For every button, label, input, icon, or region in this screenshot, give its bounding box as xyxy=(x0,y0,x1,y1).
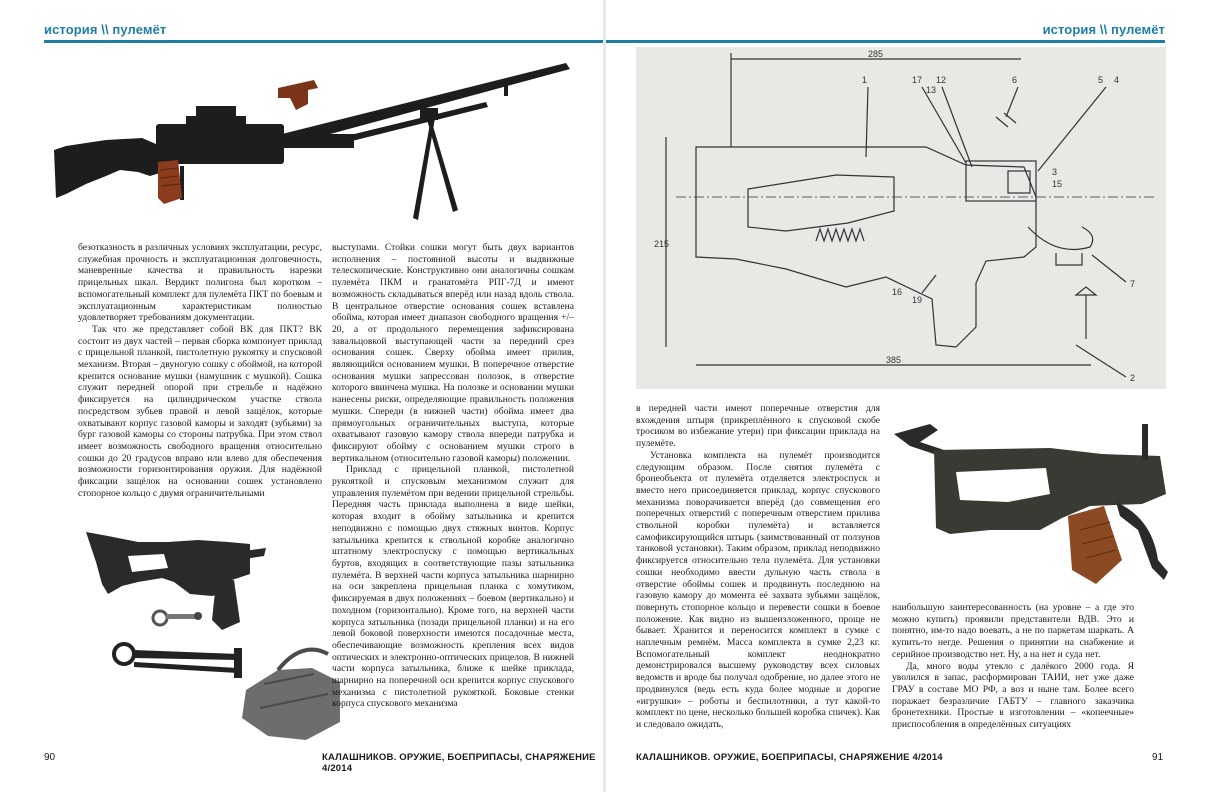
drawing-label: 12 xyxy=(936,75,947,85)
drawing-label: 6 xyxy=(1012,75,1018,85)
paragraph: Установка комплекта на пулемёт производится следующим образом. После снятия пулемёта с бронеобъекта от пулемёта отделяется электроспуск и вместо него присоединяется приклад, корпус спускового механизма поворачивается вперёд (до совмещения его поперечных отверстий с поперечным отверстием прилива ствольной коробки пулемёта) и вставляется самофиксирующийся штырь (заимствованный от ползунов танковой установки). Таким образом, приклад неподвижно фиксируется относительно тела пулемёта. Для установки сошки необходимо ввести дульную часть ствола в отверстие обоймы сошек и продвинуть последнюю на газовую камору до момента её захвата зубьями защёлок, повернуть стопорное кольцо и перевести сошки в боевое положение. Как видно из вышеизложенного, проще не бывает. Хранится и переносится комплект в сумке с наплечным ремнём. Масса комплекта в сумке 2,23 кг. Вспомогательный комплект неоднократно демонстрировался высшему руководству всех силовых ведомств и вроде бы получал одобрение, но далее этого не продвинулся (ведь есть куда более модные и дорогие «игрушки» – роботы и беспилотники, а тут какой-то комплект по цене, несколько большей коробка спичек). Как и следовало ожидать, xyxy=(636,449,880,730)
rubric-right: история \\ пулемёт xyxy=(1042,22,1165,37)
drawing-label: 4 xyxy=(1114,75,1120,85)
rubric-left: история \\ пулемёт xyxy=(44,22,167,37)
left-page xyxy=(0,0,603,792)
paragraph: в передней части имеют поперечные отверстия для вхождения штыря (прикреплённого к спусковой скобе тросиком во избежание утери) при фиксации приклада на пулемёте. xyxy=(636,403,880,450)
drawing-label: 13 xyxy=(926,85,937,95)
drawing-label: 3 xyxy=(1052,167,1058,177)
left-column-2 xyxy=(332,242,574,748)
drawing-label: 5 xyxy=(1098,75,1104,85)
header-rule xyxy=(44,40,603,43)
right-column-2 xyxy=(892,602,1134,748)
right-page xyxy=(606,0,1209,792)
drawing-label: 17 xyxy=(912,75,923,85)
drawing-label: 2 xyxy=(1130,373,1136,383)
header-rule xyxy=(606,40,1165,43)
kit-components-photo xyxy=(78,522,348,744)
drawing-label: 7 xyxy=(1130,279,1136,289)
footer-magazine-title-left: КАЛАШНИКОВ. ОРУЖИЕ, БОЕПРИПАСЫ, СНАРЯЖЕНИЕ 4/2014 xyxy=(322,752,596,774)
paragraph: наибольшую заинтересованность (на уровне – а где это можно купить) проявили представители ВДВ. Это и понятно, им-то надо воевать, а не по паркетам шаркать. А купить-то негде. Решения о принятии на снабжение и серийное производство нет. Ну, а на нет и суда нет. xyxy=(892,602,1134,660)
paragraph: Да, много воды утекло с далёкого 2000 года. Я уволился в запас, расформирован ТАИИ, нет уже даже ГРАУ в составе МО РФ, а воз и ныне там. Более всего поражает безразличие ГАБТУ – главного заказчика бронетехники. Простые в изготовлении – «копеечные» приспособления в определённых ситуациях xyxy=(892,660,1134,731)
paragraph: безотказность в различных условиях эксплуатации, ресурс, служебная прочность и эксплуатационная долговечность, маневренные качества и правильность нарезки прицельных шкал. Вердикт полигона был коротком – вспомогательный комплект для пулемёта ПКТ по боевым и эксплуатационным характеристикам полностью удовлетворяет требованиям документации. xyxy=(78,242,322,324)
paragraph: Так что же представляет собой ВК для ПКТ? ВК состоит из двух частей – первая сборка компонует приклад с прицельной планкой, пистолетную рукоятку и спусковой механизм. Вторая – двуногую сошку с обоймой, на которой крепится основание мушки (намушник с мушкой). Сошка служит передней опорой при стрельбе и надёжно фиксируется на цилиндрическом участке ствола посредством зубьев правой и левой защёлок, которые охватывают корпус газовой каморы и заходят (зубьями) за бург газовой каморы со стороны патрубка. При этом ствол имеет возможность свободного вращения относительно сошки до 20 градусов вправо или влево для обеспечения возможности горизонтирования оружия. Для надёжной фиксации защёлок на основании сошек установлено стопорное кольцо с двумя ограничительными xyxy=(78,323,322,499)
stock-technical-drawing xyxy=(636,47,1166,389)
paragraph: выступами. Стойки сошки могут быть двух вариантов исполнения – постоянной высоты и выдвижные телескопические. Конструктивно они аналогичны сошкам пулемёта ПКМ и гранатомёта РПГ-7Д и имеют возможность складываться вперёд или назад вдоль ствола. В центральное отверстие основания сошек вставлена обойма, которая имеет диапазон свободного вращения +/– 20, а от продольного перемещения зафиксирована завальцовкой выступающей части за передний срез основания сошек. Сверху обойма имеет прилив, являющийся основанием мушки. В поперечное отверстие основания мушки запрессован полозок, в отверстие которого ввинчена мушка. На полозке и основании мушки нанесены риски, определяющие правильность положения мушки. Спереди (в нижней части) обойма имеет два прямоугольных ограничительных выступа, которые охватывают газовую камору ствола впереди патрубка и фиксируют обойму с основанием мушки строго в вертикальном (относительно газовой каморы) положении. xyxy=(332,242,574,464)
drawing-dimension: 385 xyxy=(886,355,902,365)
paragraph: Приклад с прицельной планкой, пистолетной рукояткой и спусковым механизмом служит для управления пулемётом при ведении прицельной стрельбы. Передняя часть приклада выполнена в виде шейки, которая входит в обойму затыльника и крепится неподвижно с помощью двух стяжных винтов. Корпус затыльника крепится к ствольной коробке аналогично штатному электроспуску с помощью вертикальных буртов, входящих в соответствующие пазы затыльника пулемёта. В верхней части корпуса затыльника шарнирно на оси закреплена прицельная планка с хомутиком, фиксируемая в двух положениях – боевом (вертикально) и походном (горизонтально). Кроме того, на верхней части корпуса затыльника (позади прицельной планки) и на его левой боковой поверхности имеются посадочные места, обеспечивающие возможность крепления всех видов оптических и электронно-оптических прицелов. В нижней части корпуса затыльника, ближе к шейке приклада, шарнирно на поперечной оси крепится корпус спускового механизма с пистолетной рукояткой. Боковые стенки корпуса спускового механизма xyxy=(332,464,574,710)
pkt-machine-gun-photo xyxy=(46,58,586,233)
drawing-label: 1 xyxy=(862,75,868,85)
right-column-1 xyxy=(636,403,880,748)
left-column-1 xyxy=(78,242,322,520)
drawing-label: 16 xyxy=(892,287,903,297)
drawing-label: 15 xyxy=(1052,179,1063,189)
page-number-left: 90 xyxy=(44,752,56,763)
drawing-dimension: 215 xyxy=(654,239,670,249)
page-number-right: 91 xyxy=(1152,752,1164,763)
drawing-label: 19 xyxy=(912,295,923,305)
footer-magazine-title-right: КАЛАШНИКОВ. ОРУЖИЕ, БОЕПРИПАСЫ, СНАРЯЖЕНИЕ 4/2014 xyxy=(636,752,943,763)
drawing-dimension: 285 xyxy=(868,49,884,59)
stock-assembly-photo xyxy=(890,420,1180,596)
